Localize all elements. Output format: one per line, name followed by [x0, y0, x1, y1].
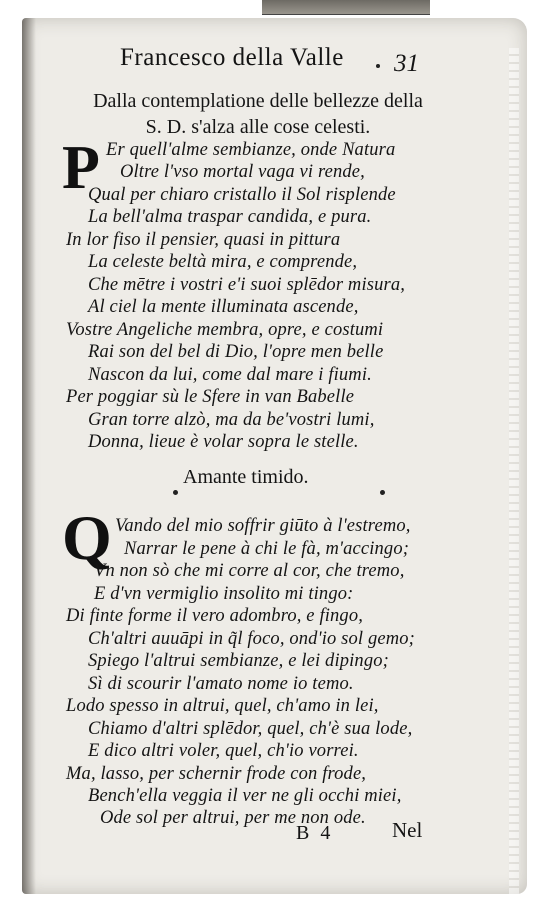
- verse-line: Narrar le pene à chi le fà, m'accingo;: [124, 539, 410, 559]
- verse-line: Qual per chiaro cristallo il Sol risplende: [88, 185, 396, 205]
- verse-line: Spiego l'altrui sembianze, e lei dipingo;: [88, 651, 389, 671]
- running-head: Francesco della Valle: [120, 44, 344, 71]
- verse-line: Gran torre alzò, ma da be'vostri lumi,: [88, 410, 375, 430]
- verse-line: Ma, lasso, per schernir frode con frode,: [66, 764, 367, 784]
- sonnet-title-line: S. D. s'alza alle cose celesti.: [145, 116, 371, 138]
- verse-line: Ch'altri auuāpi in q̃l foco, ond'io sol gemo;: [88, 629, 415, 649]
- verse-line: In lor fiso il pensier, quasi in pittura: [66, 230, 341, 250]
- verse-line: Vn non sò che mi corre al cor, che tremo,: [94, 561, 405, 581]
- verse-line: Vostre Angeliche membra, opre, e costumi: [66, 320, 384, 340]
- poem-title: Amante timido.: [183, 466, 309, 488]
- sonnet-title-line: Dalla contemplatione delle bellezze della: [93, 90, 423, 112]
- verse-line: Di finte forme il vero adombro, e fingo,: [66, 606, 363, 626]
- poem-initial: Q: [62, 502, 112, 573]
- verse-line: La celeste beltà mira, e comprende,: [88, 252, 358, 272]
- running-head-period: [376, 64, 380, 68]
- verse-line: La bell'alma traspar candida, e pura.: [88, 207, 372, 227]
- signature-mark: B 4: [296, 822, 331, 844]
- binding-strip: [262, 0, 430, 15]
- verse-line: Sì di scourir l'amato nome io temo.: [88, 674, 354, 694]
- verse-line: Bench'ella veggia il ver ne gli occhi miei,: [88, 786, 402, 806]
- ornament-dot: [380, 490, 385, 495]
- verse-line: Oltre l'vso mortal vaga vi rende,: [120, 162, 365, 182]
- sonnet-initial: P: [62, 134, 100, 202]
- verse-line: Che mētre i vostri e'i suoi splēdor misura,: [88, 275, 406, 295]
- verse-line: Donna, lieue è volar sopra le stelle.: [88, 432, 359, 452]
- catchword: Nel: [392, 818, 423, 842]
- verse-line: Vando del mio soffrir giūto à l'estremo,: [115, 516, 411, 536]
- page-edge: [509, 48, 519, 894]
- verse-line: Per poggiar sù le Sfere in van Babelle: [66, 387, 355, 407]
- verse-line: Chiamo d'altri splēdor, quel, ch'è sua lode,: [88, 719, 413, 739]
- verse-line: Ode sol per altrui, per me non ode.: [100, 808, 366, 828]
- sonnet-title: [58, 88, 458, 140]
- verse-line: E d'vn vermiglio insolito mi tingo:: [94, 584, 354, 604]
- page-number: 31: [394, 50, 419, 77]
- verse-line: Er quell'alme sembianze, onde Natura: [106, 140, 396, 160]
- verse-line: Al ciel la mente illuminata ascende,: [88, 297, 359, 317]
- verse-line: Nascon da lui, come dal mare i fiumi.: [88, 365, 372, 385]
- verse-line: Lodo spesso in altrui, quel, ch'amo in lei,: [66, 696, 379, 716]
- verse-line: E dico altri voler, quel, ch'io vorrei.: [88, 741, 359, 761]
- ornament-dot: [173, 490, 178, 495]
- verse-line: Rai son del bel di Dio, l'opre men belle: [88, 342, 384, 362]
